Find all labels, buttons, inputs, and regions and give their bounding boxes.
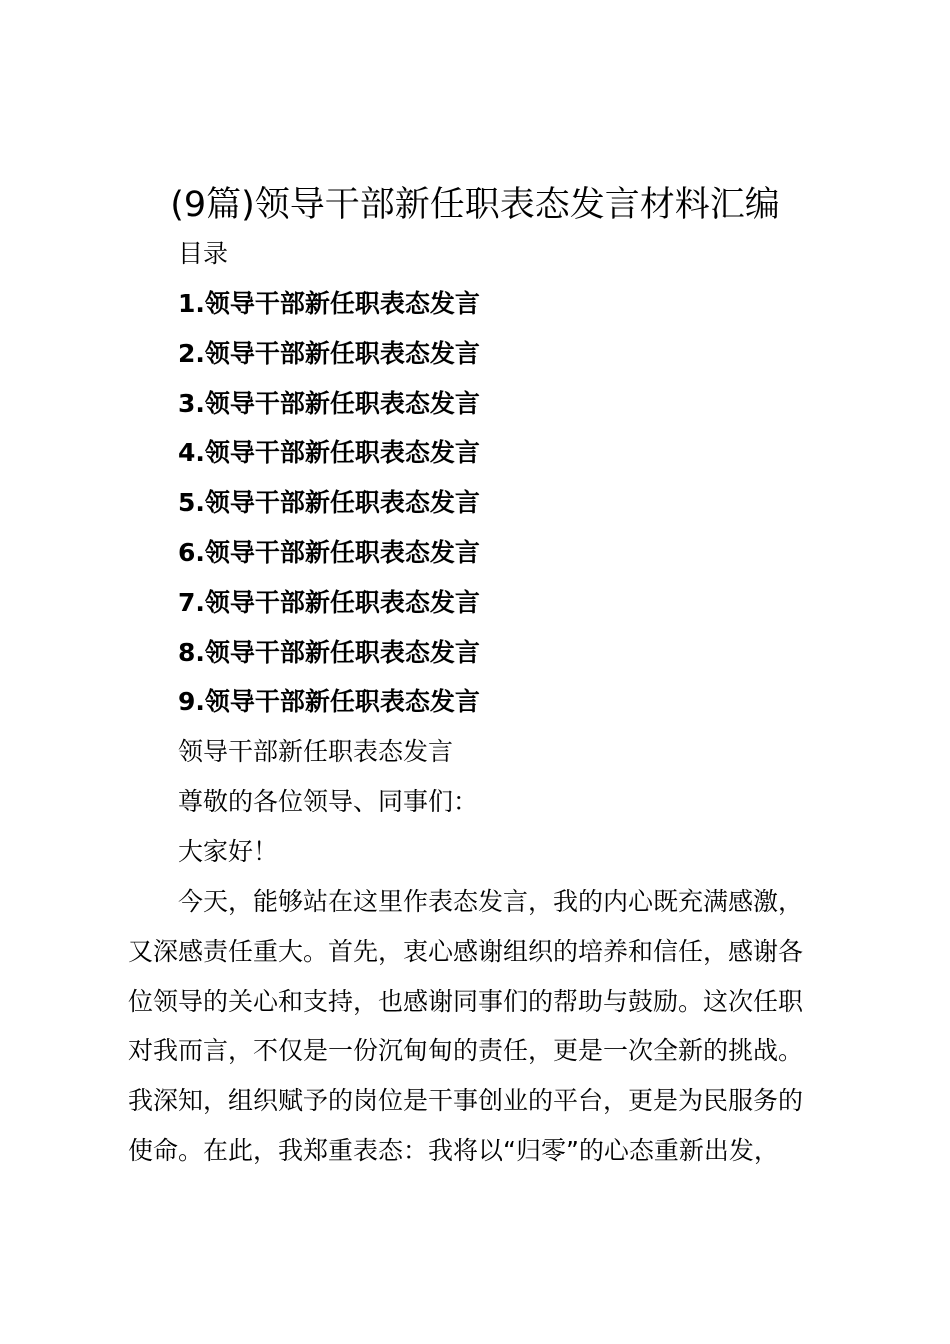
body-line: 对我而言，不仅是一份沉甸甸的责任，更是一次全新的挑战。 bbox=[128, 1036, 804, 1066]
toc-item-2[interactable]: 2.领导干部新任职表态发言 bbox=[178, 338, 480, 368]
toc-item-5[interactable]: 5.领导干部新任职表态发言 bbox=[178, 488, 480, 518]
toc-item-4[interactable]: 4.领导干部新任职表态发言 bbox=[178, 438, 480, 468]
body-line: 位领导的关心和支持，也感谢同事们的帮助与鼓励。这次任职 bbox=[128, 986, 804, 1016]
body-line: 我深知，组织赋予的岗位是干事创业的平台，更是为民服务的 bbox=[128, 1086, 804, 1116]
toc-heading: 目录 bbox=[178, 239, 229, 268]
document-title: (9篇)领导干部新任职表态发言材料汇编 bbox=[170, 185, 780, 225]
toc-item-3[interactable]: 3.领导干部新任职表态发言 bbox=[178, 388, 480, 418]
toc-item-1[interactable]: 1.领导干部新任职表态发言 bbox=[178, 289, 480, 318]
table-of-contents bbox=[178, 284, 480, 732]
salutation: 尊敬的各位领导、同事们： bbox=[178, 787, 479, 816]
body-line: 今天，能够站在这里作表态发言，我的内心既充满感激， bbox=[128, 887, 804, 916]
toc-item-6[interactable]: 6.领导干部新任职表态发言 bbox=[178, 537, 480, 567]
body-paragraph bbox=[128, 882, 840, 1181]
toc-item-8[interactable]: 8.领导干部新任职表态发言 bbox=[178, 637, 480, 667]
toc-item-9[interactable]: 9.领导干部新任职表态发言 bbox=[178, 687, 480, 717]
body-line: 又深感责任重大。首先，衷心感谢组织的培养和信任，感谢各 bbox=[128, 936, 804, 966]
body-line: 使命。在此，我郑重表态：我将以“归零”的心态重新出发， bbox=[128, 1135, 779, 1165]
greeting: 大家好！ bbox=[178, 837, 279, 866]
section-title: 领导干部新任职表态发言 bbox=[178, 737, 454, 766]
toc-item-7[interactable]: 7.领导干部新任职表态发言 bbox=[178, 587, 480, 617]
